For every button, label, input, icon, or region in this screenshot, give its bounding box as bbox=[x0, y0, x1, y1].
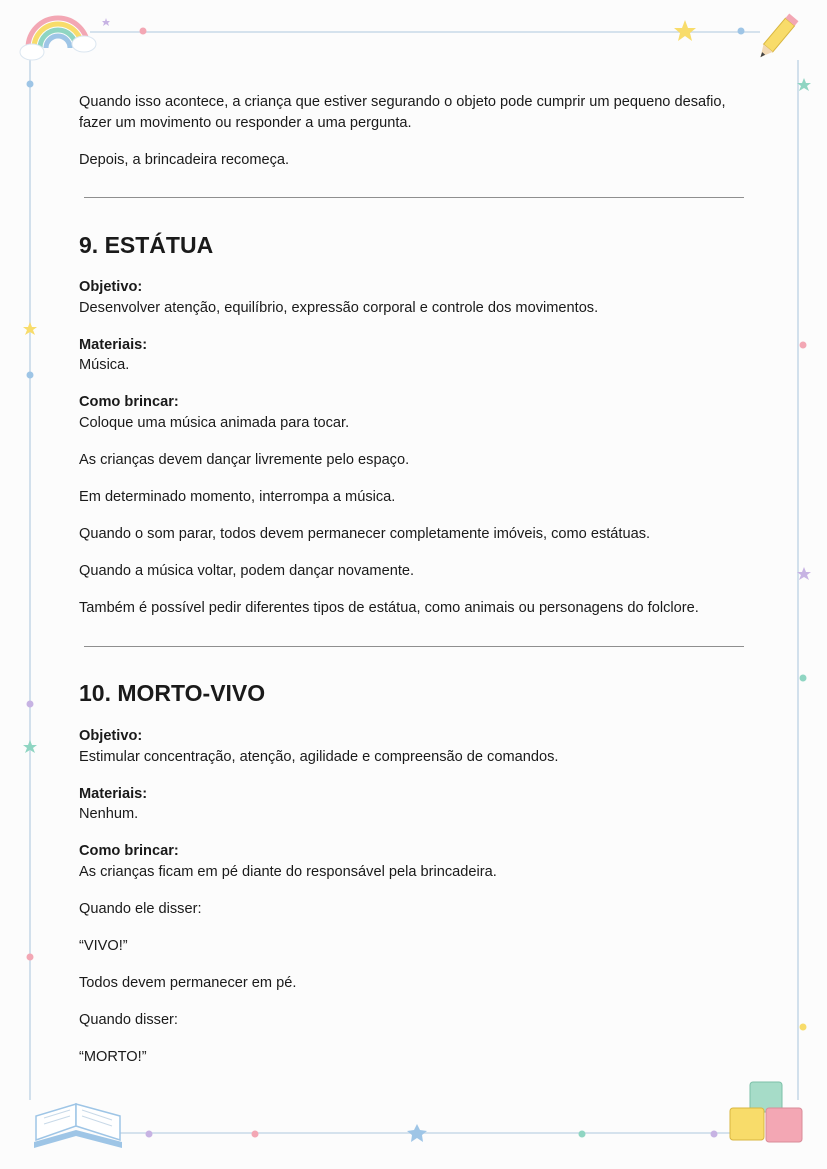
step-text: Em determinado momento, interrompa a música. bbox=[79, 488, 396, 505]
objetivo-text: Desenvolver atenção, equilíbrio, expressão corporal e controle dos movimentos. bbox=[79, 299, 599, 316]
step-text: “VIVO!” bbox=[79, 937, 128, 954]
star-icon bbox=[674, 20, 696, 41]
materiais-label: Materiais: bbox=[79, 336, 148, 353]
step-text: “MORTO!” bbox=[79, 1048, 147, 1065]
section-divider bbox=[84, 646, 744, 647]
star-icon bbox=[407, 1124, 427, 1142]
step-text: Todos devem permanecer em pé. bbox=[79, 974, 297, 991]
step-text: As crianças devem dançar livremente pelo espaço. bbox=[79, 451, 410, 468]
pencil-icon bbox=[756, 14, 799, 62]
intro-paragraph: Quando isso acontece, a criança que estiver segurando o objeto pode cumprir um pequeno desafio, fazer um movimento ou responder a uma pergunta. bbox=[79, 94, 726, 131]
section-10-body bbox=[79, 726, 749, 1067]
step-text: Quando o som parar, todos devem permanecer completamente imóveis, como estátuas. bbox=[79, 525, 651, 542]
intro-block bbox=[79, 92, 749, 170]
objetivo-label: Objetivo: bbox=[79, 728, 143, 744]
materiais-text: Nenhum. bbox=[79, 806, 139, 822]
intro-paragraph: Depois, a brincadeira recomeça. bbox=[79, 151, 290, 168]
section-title: 9. ESTÁTUA bbox=[79, 232, 214, 258]
book-icon bbox=[34, 1104, 122, 1148]
materiais-text: Música. bbox=[79, 357, 130, 373]
section-9-body bbox=[79, 277, 749, 618]
section-title: 10. MORTO-VIVO bbox=[79, 680, 266, 706]
section-divider bbox=[84, 197, 744, 198]
step-text: Quando a música voltar, podem dançar novamente. bbox=[79, 562, 415, 579]
step-text: As crianças ficam em pé diante do responsável pela brincadeira. bbox=[79, 863, 497, 880]
star-icon bbox=[797, 78, 811, 91]
como-brincar-label: Como brincar: bbox=[79, 843, 179, 859]
step-text: Também é possível pedir diferentes tipos de estátua, como animais ou personagens do folclore. bbox=[79, 599, 699, 616]
objetivo-text: Estimular concentração, atenção, agilidade e compreensão de comandos. bbox=[79, 748, 559, 765]
star-icon bbox=[797, 567, 811, 580]
materiais-label: Materiais: bbox=[79, 785, 148, 802]
star-icon bbox=[102, 18, 110, 26]
blocks-icon bbox=[730, 1082, 802, 1142]
step-text: Quando disser: bbox=[79, 1011, 178, 1028]
objetivo-label: Objetivo: bbox=[79, 279, 143, 295]
step-text: Coloque uma música animada para tocar. bbox=[79, 414, 350, 431]
step-text: Quando ele disser: bbox=[79, 900, 202, 917]
como-brincar-label: Como brincar: bbox=[79, 394, 179, 410]
rainbow-icon bbox=[20, 18, 96, 60]
